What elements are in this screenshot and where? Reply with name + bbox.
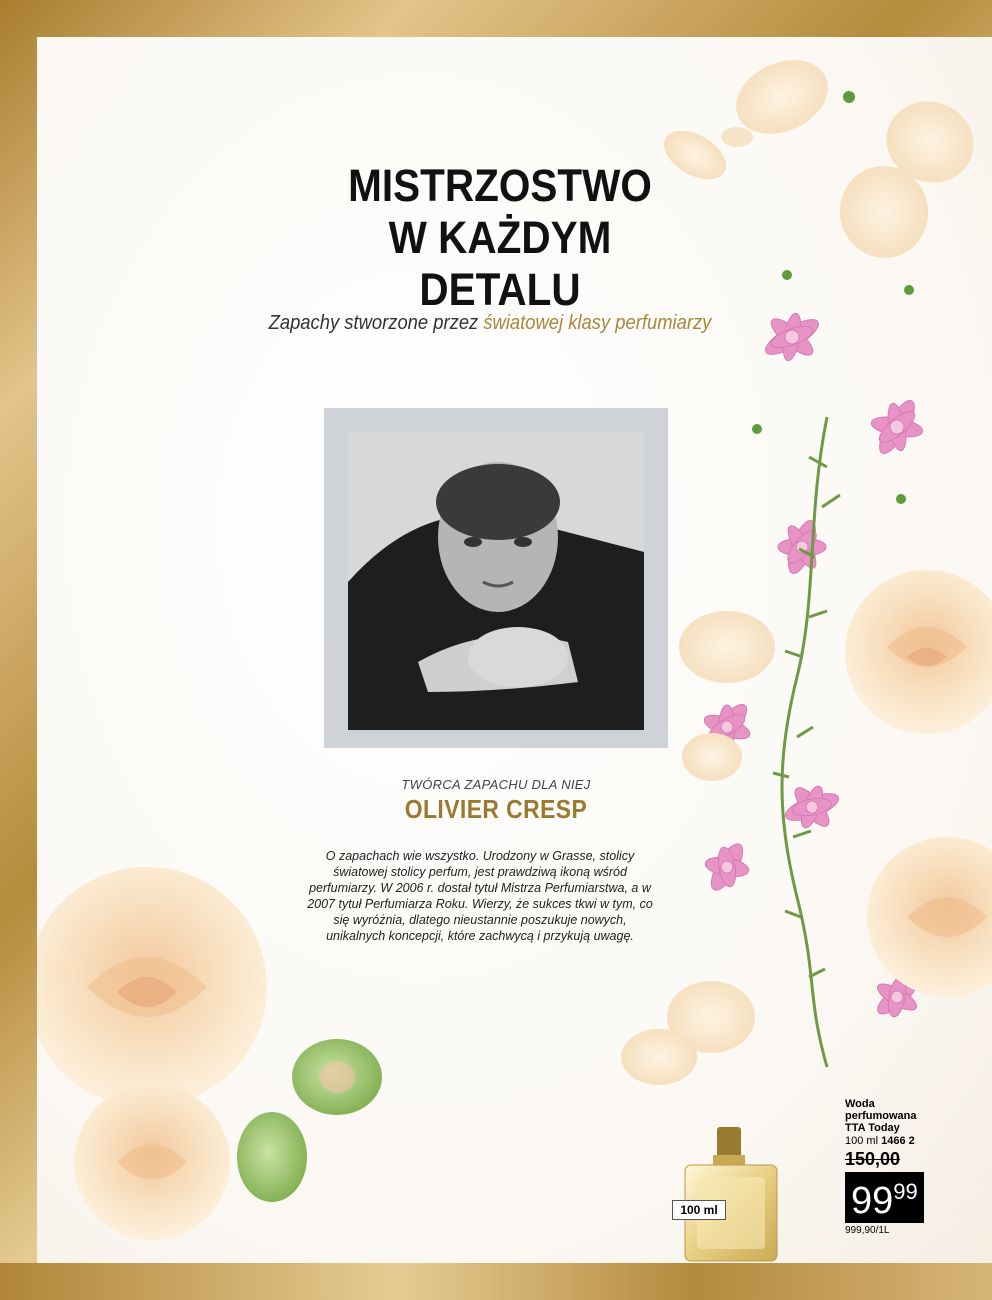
rose-right-top xyxy=(845,570,992,734)
subheadline-plain: Zapachy stworzone przez xyxy=(268,312,484,334)
headline-line-2: W KAŻDYM xyxy=(388,212,612,263)
product-name-line-1: Woda xyxy=(845,1098,875,1110)
rose-right-bottom xyxy=(867,837,992,997)
rose-left-small xyxy=(74,1084,230,1240)
page-headline xyxy=(302,160,698,316)
bottle-volume-label: 100 ml xyxy=(672,1200,726,1220)
creator-name: OLIVIER CRESP xyxy=(404,794,588,824)
old-price: 150,00 xyxy=(845,1149,901,1169)
product-volume-code xyxy=(845,1135,970,1147)
portrait-photo xyxy=(348,432,644,730)
product-volume: 100 ml xyxy=(845,1135,879,1147)
headline-line-3: DETALU xyxy=(419,264,581,315)
product-name-line-3: TTA Today xyxy=(845,1122,900,1134)
new-price xyxy=(845,1172,924,1223)
creator-label: TWÓRCA ZAPACHU DLA NIEJ xyxy=(401,777,591,792)
product-code: 1466 2 xyxy=(881,1135,915,1147)
subheadline xyxy=(232,312,747,335)
petal-mid xyxy=(679,611,775,683)
price-per-liter: 999,90/1L xyxy=(845,1225,890,1236)
petal-cluster-top xyxy=(656,46,985,504)
gold-frame-bottom xyxy=(0,1263,992,1300)
rose-left-large xyxy=(37,867,267,1107)
portrait-illustration xyxy=(348,432,644,730)
perfume-bottle xyxy=(685,1127,777,1261)
product-name-line-2: perfumowana xyxy=(845,1110,917,1122)
flower-stem xyxy=(773,417,840,1067)
subheadline-highlight: światowej klasy perfumiarzy xyxy=(483,312,712,334)
price-box xyxy=(845,1098,970,1236)
creator-bio: O zapachach wie wszystko. Urodzony w Grasse, stolicy światowej stolicy perfum, jest prawdziwą ikoną wśród perfumiarzy. W 2006 r. dostał tytuł Mistrza Perfumiarstwa, a w 2007 tytuł Perfumiarza Roku. Wierzy, że sukces tkwi w tym, co się wyróżnia, dlatego nieustannie poszukuje nowych, unikalnych koncepcji, które zachwycą i przykują uwagę. xyxy=(307,849,653,943)
petal-lower2 xyxy=(621,1029,697,1085)
new-price-main: 99 xyxy=(851,1180,894,1222)
petal-mid2 xyxy=(682,733,742,781)
headline-line-1: MISTRZOSTWO xyxy=(348,160,652,211)
rose-buds xyxy=(237,1039,382,1202)
new-price-cents: 99 xyxy=(893,1179,918,1204)
